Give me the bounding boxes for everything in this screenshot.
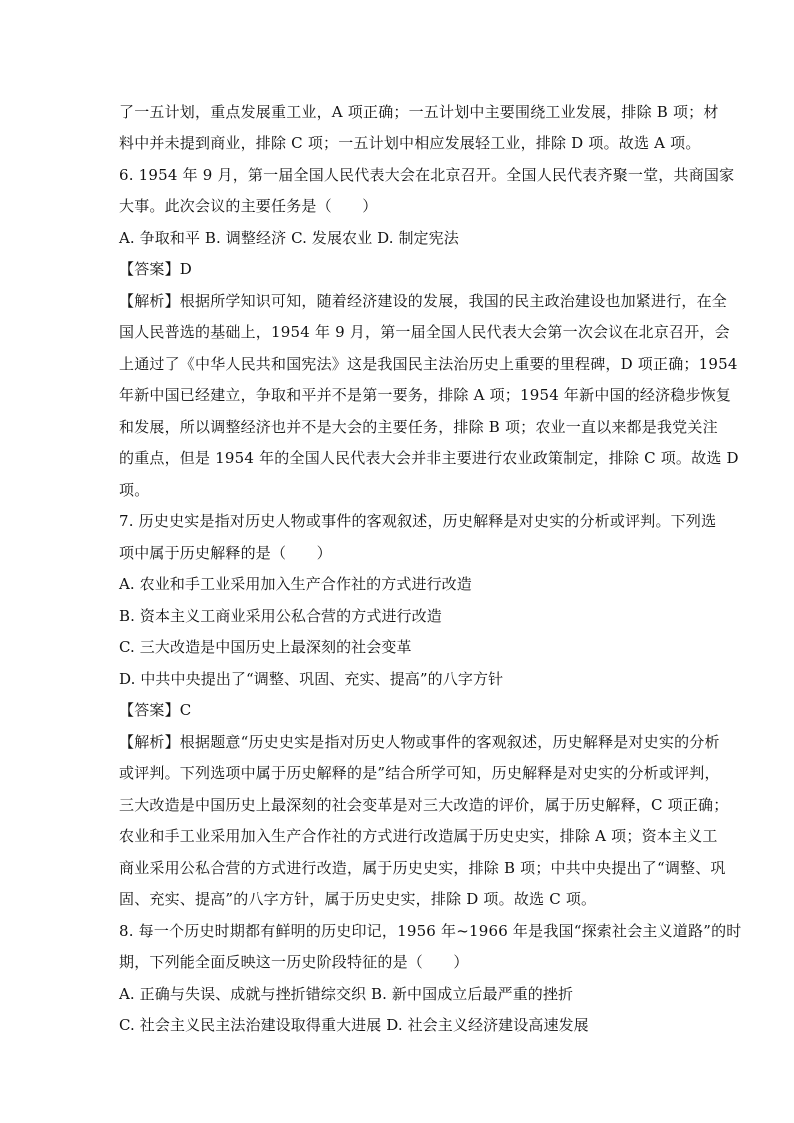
analysis-text: 上通过了《中华人民共和国宪法》这是我国民主法治历史上重要的里程碑，D 项正确；1954 (119, 355, 738, 373)
text-line: 料中并未提到商业，排除 C 项；一五计划中相应发展轻工业，排除 D 项。故选 A 项。 (119, 134, 701, 152)
question-7-stem: 项中属于历史解释的是（ ） (119, 544, 332, 562)
analysis-text: 的重点，但是 1954 年的全国人民代表大会并非主要进行农业政策制定，排除 C 项。故选 D (119, 449, 739, 467)
question-6-stem: 6. 1954 年 9 月，第一届全国人民代表大会在北京召开。全国人民代表齐聚一堂，共商国家 (119, 166, 735, 184)
analysis-text: 【解析】根据所学知识可知，随着经济建设的发展，我国的民主政治建设也加紧进行，在全 (119, 292, 728, 310)
analysis-text: 【解析】根据题意“历史史实是指对历史人物或事件的客观叙述，历史解释是对史实的分析 (119, 733, 720, 751)
question-7-option-a: A. 农业和手工业采用加入生产合作社的方式进行改造 (119, 575, 472, 593)
analysis-text: 或评判。下列选项中属于历史解释的是”结合所学可知，历史解释是对史实的分析或评判， (119, 764, 720, 782)
question-7-option-d: D. 中共中央提出了“调整、巩固、充实、提高”的八字方针 (119, 670, 504, 688)
question-7-option-b: B. 资本主义工商业采用公私合营的方式进行改造 (119, 607, 442, 625)
question-6-options: A. 争取和平 B. 调整经济 C. 发展农业 D. 制定宪法 (119, 229, 459, 247)
question-6-stem: 大事。此次会议的主要任务是（ ） (119, 197, 378, 215)
analysis-text: 和发展，所以调整经济也并不是大会的主要任务，排除 B 项；农业一直以来都是我党关注 (119, 418, 718, 436)
analysis-text: 农业和手工业采用加入生产合作社的方式进行改造属于历史史实，排除 A 项；资本主义工 (119, 827, 718, 845)
question-8-options-ab: A. 正确与失误、成就与挫折错综交织 B. 新中国成立后最严重的挫折 (119, 985, 574, 1003)
analysis-text: 项。 (119, 481, 150, 499)
analysis-text: 年新中国已经建立，争取和平并不是第一要务，排除 A 项；1954 年新中国的经济稳步恢复 (119, 386, 732, 404)
analysis-text: 固、充实、提高”的八字方针，属于历史史实，排除 D 项。故选 C 项。 (119, 890, 597, 908)
question-7-stem: 7. 历史史实是指对历史人物或事件的客观叙述，历史解释是对史实的分析或评判。下列选 (119, 512, 717, 530)
analysis-text: 国人民普选的基础上，1954 年 9 月，第一届全国人民代表大会第一次会议在北京召开，会 (119, 323, 730, 341)
answer-label: 【答案】D (119, 260, 193, 278)
question-8-stem: 期，下列能全面反映这一历史阶段特征的是（ ） (119, 953, 469, 971)
analysis-text: 三大改造是中国历史上最深刻的社会变革是对三大改造的评价，属于历史解释，C 项正确； (119, 796, 729, 814)
text-line: 了一五计划，重点发展重工业，A 项正确；一五计划中主要围绕工业发展，排除 B 项；材 (119, 103, 719, 121)
question-7-option-c: C. 三大改造是中国历史上最深刻的社会变革 (119, 638, 412, 656)
question-8-stem: 8. 每一个历史时期都有鲜明的历史印记，1956 年~1966 年是我国“探索社会主义道路”的时 (119, 922, 742, 940)
answer-label: 【答案】C (119, 701, 192, 719)
analysis-text: 商业采用公私合营的方式进行改造，属于历史史实，排除 B 项；中共中央提出了“调整、巩 (119, 859, 726, 877)
question-8-options-cd: C. 社会主义民主法治建设取得重大进展 D. 社会主义经济建设高速发展 (119, 1016, 589, 1034)
